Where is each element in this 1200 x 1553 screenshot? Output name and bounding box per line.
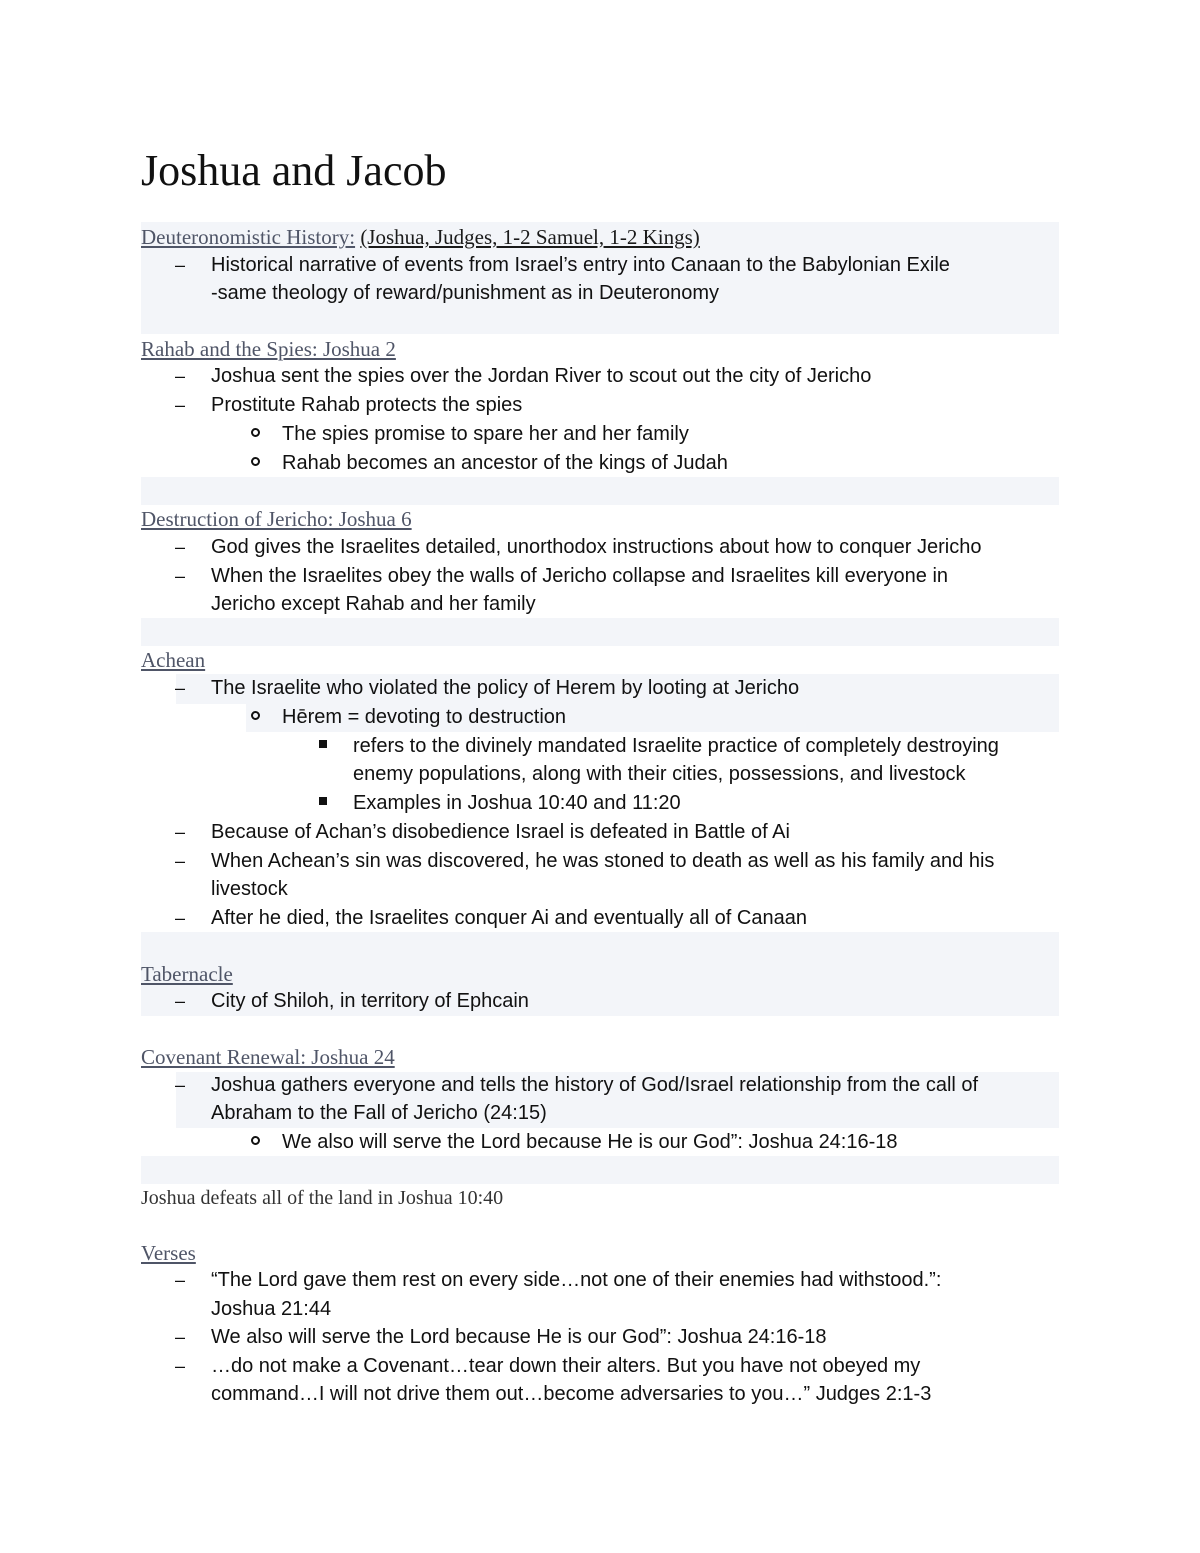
shade-block [141,1156,1059,1184]
page-title: Joshua and Jacob [141,146,447,195]
list-item: Rahab becomes an ancestor of the kings of Judah [282,452,728,474]
heading-label: Destruction of Jericho: Joshua 6 [141,507,412,531]
list-item: Historical narrative of events from Israel’s entry into Canaan to the Babylonian Exile [211,254,950,276]
square-bullet [319,797,327,805]
list-item: Joshua gathers everyone and tells the history of God/Israel relationship from the call of [211,1074,979,1096]
list-item: After he died, the Israelites conquer Ai and eventually all of Canaan [211,907,807,929]
list-item: When Achean’s sin was discovered, he was stoned to death as well as his family and his [211,850,995,872]
section-heading-rahab [141,335,396,363]
note-text: Joshua defeats all of the land in Joshua 10:40 [141,1187,504,1209]
list-item: Jericho except Rahab and her family [211,593,536,615]
section-heading-jericho [141,505,412,533]
list-item: enemy populations, along with their cities, possessions, and livestock [353,763,966,785]
list-item: City of Shiloh, in territory of Ephcain [211,990,529,1012]
list-item: Because of Achan’s disobedience Israel is defeated in Battle of Ai [211,821,790,843]
list-item: “The Lord gave them rest on every side…not one of their enemies had withstood.”: [211,1269,942,1291]
list-item: -same theology of reward/punishment as in Deuteronomy [211,282,720,304]
circle-bullet [251,428,260,437]
section-heading-achean [141,646,205,674]
dash-bullet: – [175,822,186,842]
list-item: We also will serve the Lord because He is our God”: Joshua 24:16-18 [282,1131,898,1153]
heading-label: Tabernacle [141,962,233,986]
heading-label: Achean [141,648,206,672]
circle-bullet [251,711,260,720]
shade-block [141,618,1059,646]
dash-bullet: – [175,678,186,698]
shade-block [141,477,1059,505]
dash-bullet: – [175,1075,186,1095]
heading-label: Deuteronomistic History: [141,225,356,249]
dash-bullet: – [175,566,186,586]
section-heading-deuteronomistic-history [141,223,700,251]
dash-bullet: – [175,255,186,275]
shade-block [141,306,1059,334]
dash-bullet: – [175,366,186,386]
list-item: God gives the Israelites detailed, unorthodox instructions about how to conquer Jericho [211,536,982,558]
list-item: When the Israelites obey the walls of Jericho collapse and Israelites kill everyone in [211,565,949,587]
list-item: We also will serve the Lord because He is our God”: Joshua 24:16-18 [211,1326,827,1348]
dash-bullet: – [175,1327,186,1347]
dash-bullet: – [175,908,186,928]
list-item: command…I will not drive them out…become adversaries to you…” Judges 2:1-3 [211,1383,932,1405]
list-item: Abraham to the Fall of Jericho (24:15) [211,1102,547,1124]
dash-bullet: – [175,851,186,871]
list-item: livestock [211,878,288,900]
section-heading-verses [141,1239,196,1267]
dash-bullet: – [175,537,186,557]
section-heading-covenant-renewal [141,1043,395,1071]
dash-bullet: – [175,1270,186,1290]
heading-books: (Joshua, Judges, 1-2 Samuel, 1-2 Kings) [360,225,700,249]
list-item: refers to the divinely mandated Israelite practice of completely destroying [353,735,999,757]
circle-bullet [251,457,260,466]
list-item: Joshua 21:44 [211,1298,332,1320]
list-item: Joshua sent the spies over the Jordan River to scout out the city of Jericho [211,365,872,387]
list-item: …do not make a Covenant…tear down their alters. But you have not obeyed my [211,1355,921,1377]
list-item: Prostitute Rahab protects the spies [211,394,523,416]
heading-label: Covenant Renewal: Joshua 24 [141,1045,395,1069]
dash-bullet: – [175,1356,186,1376]
square-bullet [319,740,327,748]
list-item: The Israelite who violated the policy of Herem by looting at Jericho [211,677,800,699]
circle-bullet [251,1136,260,1145]
dash-bullet: – [175,991,186,1011]
list-item: The spies promise to spare her and her family [282,423,689,445]
dash-bullet: – [175,395,186,415]
list-item: Examples in Joshua 10:40 and 11:20 [353,792,681,814]
heading-label: Rahab and the Spies: Joshua 2 [141,337,396,361]
list-item: Hērem = devoting to destruction [282,706,567,728]
section-heading-tabernacle [141,960,233,988]
heading-label: Verses [141,1241,196,1265]
